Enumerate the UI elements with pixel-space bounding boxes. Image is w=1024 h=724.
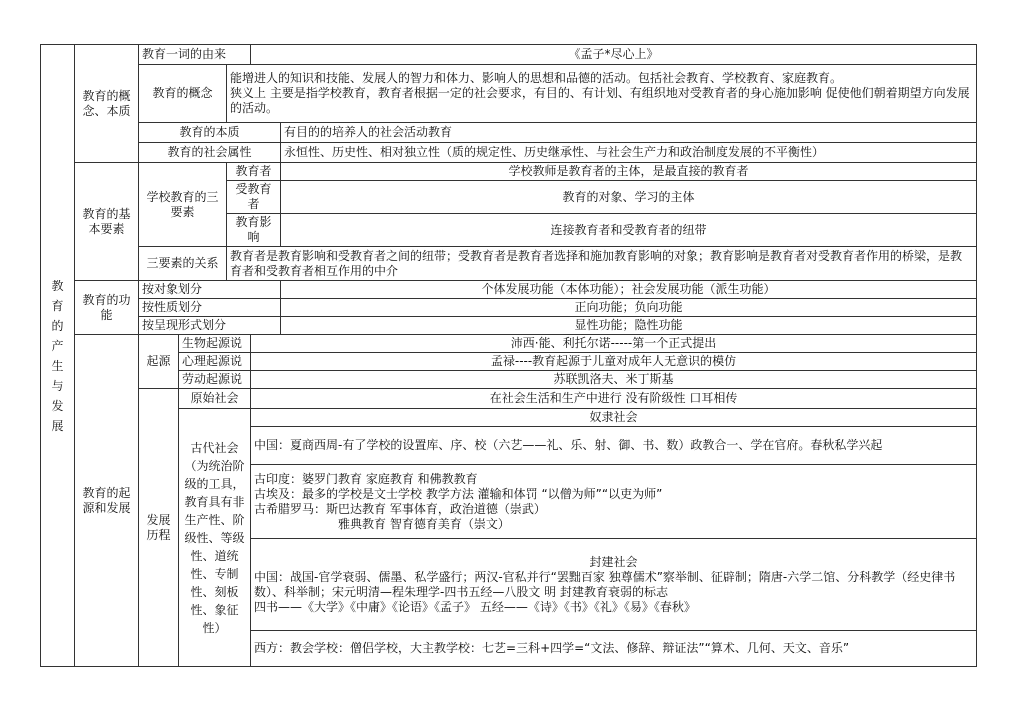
- table-row: [41, 335, 977, 353]
- function-title: 教育的功能: [75, 281, 139, 335]
- feudal-books: 四书——《大学》《中庸》《论语》《孟子》 五经——《诗》《书》《礼》《易》《春秋》: [254, 599, 696, 614]
- slave-other: [251, 465, 977, 539]
- element-value: 教育的对象、学习的主体: [281, 181, 977, 214]
- primitive-value: 在社会生活和生产中进行 没有阶级性 口耳相传: [251, 389, 977, 409]
- table-row: [41, 317, 977, 335]
- feudal-china-cell: [251, 539, 977, 631]
- table-row: [41, 281, 977, 299]
- origin-title: 起源: [139, 335, 179, 389]
- origin-theory-label: 劳动起源说: [179, 371, 251, 389]
- section-title: 教育的产生与发展: [51, 278, 64, 433]
- element-label: 教育者: [227, 163, 281, 181]
- definition-narrow: 狭义上 主要是指学校教育，教育者根据一定的社会要求，有目的、有计划、有组织地对受教育者的身心施加影响 促使他们朝着期望方向发展的活动。: [230, 86, 970, 115]
- origin-theory-label: 心理起源说: [179, 353, 251, 371]
- feudal-society-title: 封建社会: [589, 554, 638, 569]
- ancient-label-text: 古代社会（为统治阶级的工具，教育具有非生产性、阶级性、等级性、道统性、专制性、刻板性、象征性）: [184, 440, 245, 635]
- feudal-west: 西方：教会学校：僧侣学校，大主教学校：七艺=三科+四学=“文法、修辞、辩证法”“算术、几何、天文、音乐”: [251, 631, 977, 667]
- function-value: 显性功能；隐性功能: [281, 317, 977, 335]
- origin-value: 《孟子*尽心上》: [251, 45, 977, 65]
- slave-greece: 古希腊罗马：斯巴达教育 军事体育，政治道德（崇武）: [254, 501, 546, 516]
- definition-value: [227, 65, 977, 123]
- table-row: [41, 163, 977, 181]
- slave-society-title: 奴隶社会: [251, 409, 977, 427]
- relation-value: 教育者是教育影响和受教育者之间的纽带；受教育者是教育者选择和施加教育影响的对象；教育影响是教育者对受教育者作用的桥梁，是教育者和受教育者相互作用的中介: [227, 247, 977, 281]
- outline-document: [40, 44, 976, 667]
- concept-title: 教育的概念、本质: [75, 45, 139, 163]
- table-row: [41, 389, 977, 409]
- table-row: [41, 353, 977, 371]
- section-title-cell: [41, 45, 75, 667]
- definition-broad: 能增进人的知识和技能、发展人的智力和体力、影响人的思想和品德的活动。包括社会教育、学校教育、家庭教育。: [230, 71, 843, 85]
- origin-theory-label: 生物起源说: [179, 335, 251, 353]
- element-value: 学校教师是教育者的主体，是最直接的教育者: [281, 163, 977, 181]
- origin-theory-value: 孟禄----教育起源于儿童对成年人无意识的模仿: [251, 353, 977, 371]
- slave-athens: 雅典教育 智育德育美育（崇文）: [338, 516, 510, 531]
- function-label: 按呈现形式划分: [139, 317, 281, 335]
- feudal-china: 中国：战国-官学衰弱、儒墨、私学盛行；两汉-官私并行“罢黜百家 独尊儒术”察举制、征辟制；隋唐-六学二馆、分科教学（经史律书数）、科举制；宋元明清—程朱理学-四书五经—八股文 明 封建教育衰弱的标志: [254, 569, 956, 599]
- slave-china: 中国：夏商西周-有了学校的设置库、序、校（六艺——礼、乐、射、御、书、数）政教合一、学在官府。春秋私学兴起: [251, 427, 977, 465]
- origin-label: 教育一词的由来: [139, 45, 251, 65]
- slave-egypt: 古埃及：最多的学校是文士学校 教学方法 灌输和体罚 “以僧为师”“以吏为师”: [254, 486, 663, 501]
- table-row: [41, 65, 977, 123]
- development-title: 发展历程: [139, 389, 179, 667]
- function-label: 按性质划分: [139, 299, 281, 317]
- origin-theory-value: 苏联凯洛夫、米丁斯基: [251, 371, 977, 389]
- function-label: 按对象划分: [139, 281, 281, 299]
- slave-india: 古印度：婆罗门教育 家庭教育 和佛教教育: [254, 471, 478, 486]
- table-row: [41, 247, 977, 281]
- element-label: 受教育者: [227, 181, 281, 214]
- table-row: [41, 371, 977, 389]
- table-row: [41, 409, 977, 427]
- primitive-label: 原始社会: [179, 389, 251, 409]
- relation-label: 三要素的关系: [139, 247, 227, 281]
- social-value: 永恒性、历史性、相对独立性（质的规定性、历史继承性、与社会生产力和政治制度发展的不平衡性）: [281, 143, 977, 163]
- essence-label: 教育的本质: [139, 123, 281, 143]
- outline-table: [40, 44, 977, 667]
- element-value: 连接教育者和受教育者的纽带: [281, 214, 977, 247]
- table-row: [41, 143, 977, 163]
- element-label: 教育影响: [227, 214, 281, 247]
- essence-value: 有目的的培养人的社会活动教育: [281, 123, 977, 143]
- function-value: 正向功能；负向功能: [281, 299, 977, 317]
- school-elements-label: 学校教育的三要素: [139, 163, 227, 247]
- social-label: 教育的社会属性: [139, 143, 281, 163]
- definition-label: 教育的概念: [139, 65, 227, 123]
- elements-title: 教育的基本要素: [75, 163, 139, 281]
- table-row: [41, 45, 977, 65]
- ancient-label: [179, 409, 251, 667]
- origin-theory-value: 沛西·能、利托尔诺-----第一个正式提出: [251, 335, 977, 353]
- table-row: [41, 123, 977, 143]
- function-value: 个体发展功能（本体功能）；社会发展功能（派生功能）: [281, 281, 977, 299]
- table-row: [41, 299, 977, 317]
- origin-dev-title: 教育的起源和发展: [75, 335, 139, 667]
